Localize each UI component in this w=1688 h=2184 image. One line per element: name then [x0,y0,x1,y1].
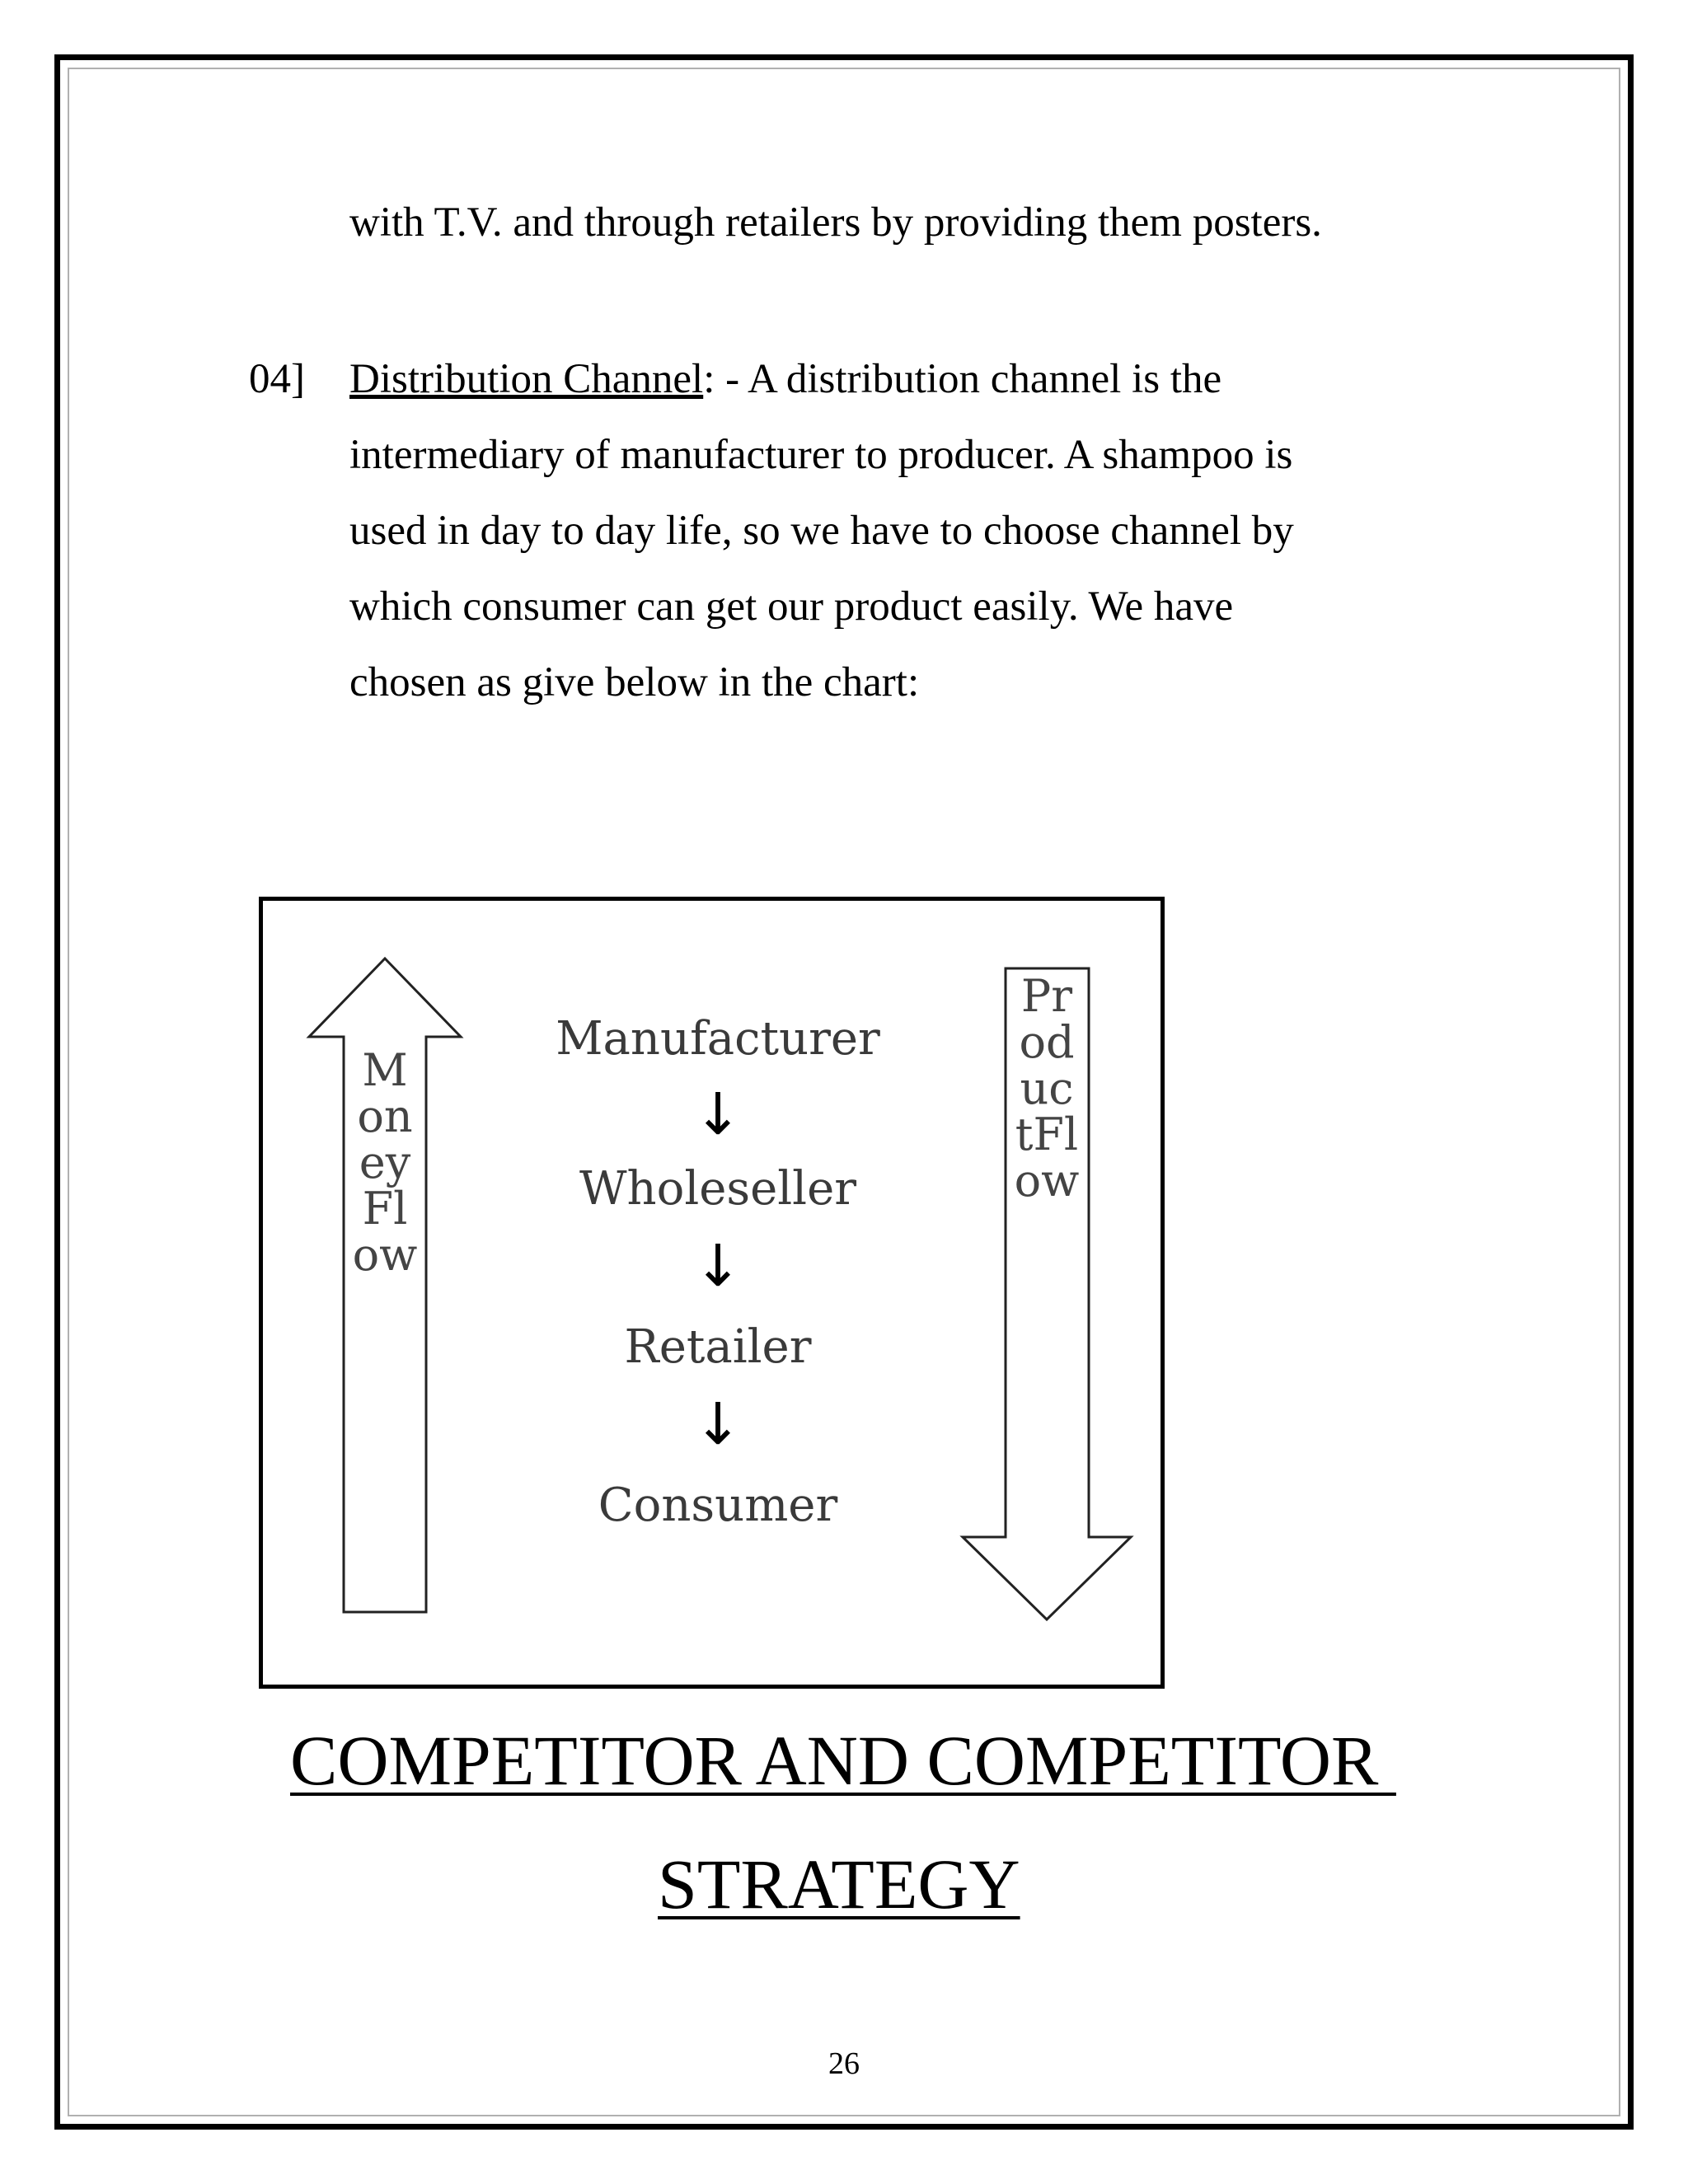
node-retailer: Retailer [624,1320,812,1374]
distribution-channel-diagram [259,897,1165,1689]
node-wholeseller: Wholeseller [579,1162,856,1216]
intro-line: with T.V. and through retailers by providing them posters. [349,199,1322,246]
section-line: intermediary of manufacturer to producer. A shampoo is [349,432,1293,478]
section-line: chosen as give below in the chart: [349,659,920,705]
down-arrow-icon: ↓ [693,1080,743,1148]
down-arrow-icon: ↓ [693,1232,743,1300]
product-flow-label: ProductFlow [1014,970,1080,1207]
section-title: Distribution Channel [349,356,704,402]
section-heading-line-2: STRATEGY [658,1844,1020,1924]
section-title-suffix: : - A distribution channel is the [703,356,1222,402]
money-flow-label: MoneyFlow [352,1044,418,1281]
section-line: which consumer can get our product easily. We have [349,583,1234,630]
node-manufacturer: Manufacturer [556,1012,880,1066]
down-arrow-icon: ↓ [693,1390,743,1458]
section-heading-line-1: COMPETITOR AND COMPETITOR [290,1721,1396,1800]
section-number: 04] [249,356,305,402]
section-first-line [349,354,1221,404]
page-number: 26 [828,2046,860,2081]
section-line: used in day to day life, so we have to choose channel by [349,508,1294,554]
node-consumer: Consumer [598,1479,838,1532]
